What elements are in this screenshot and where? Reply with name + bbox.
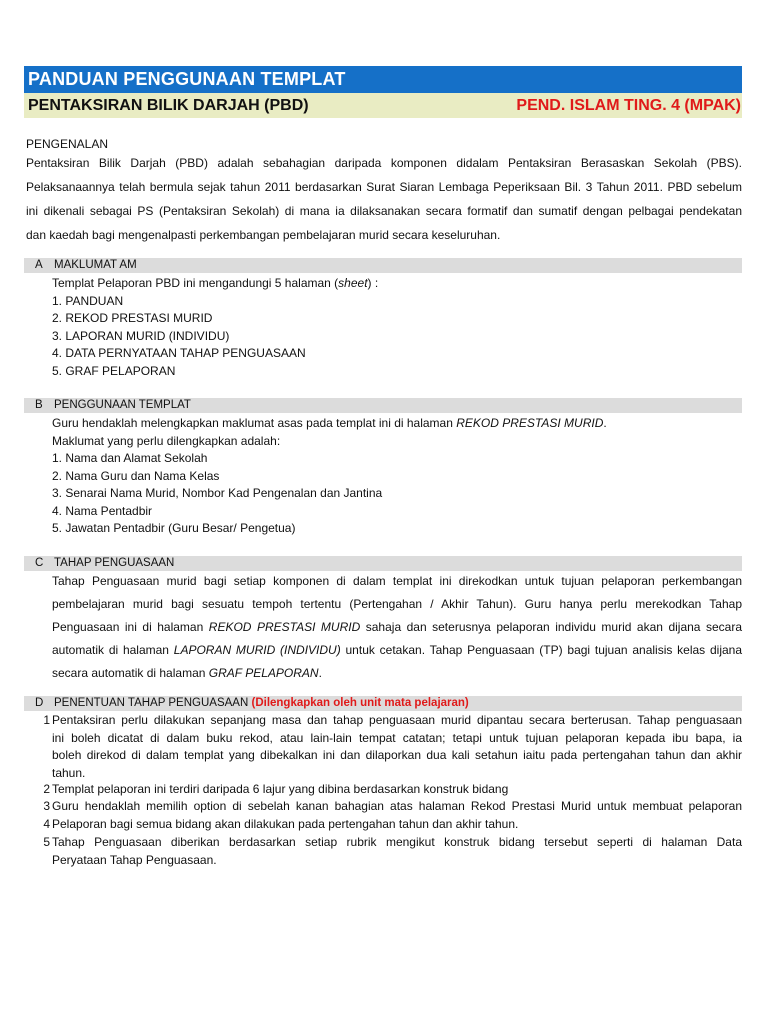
text-italic: sheet bbox=[338, 276, 368, 290]
section-d-title bbox=[54, 696, 469, 711]
text: Templat Pelaporan PBD ini mengandungi 5 halaman ( bbox=[52, 276, 339, 290]
item-line: boleh direkod di dalam templat yang dibekalkan ini dan dilaporkan dua kali setahun iaitu pada pertengahan tahun dan akhir bbox=[52, 748, 742, 762]
section-b-line bbox=[52, 415, 607, 433]
item-line: Guru hendaklah memilih option di sebelah kanan bahagian atas halaman Rekod Prestasi Murid untuk membuat pelaporan bbox=[52, 799, 742, 813]
section-b-body bbox=[52, 415, 607, 538]
list-item bbox=[52, 798, 742, 816]
section-c-line bbox=[52, 639, 742, 662]
list-item bbox=[52, 712, 742, 782]
item-number: 5 bbox=[43, 835, 50, 849]
section-c-line: Tahap Penguasaan murid bagi setiap komponen di dalam templat ini direkodkan untuk tujuan pelaporan perkembangan bbox=[52, 574, 742, 588]
section-d-note: (Dilengkapkan oleh unit mata pelajaran) bbox=[251, 697, 469, 709]
page-title: PANDUAN PENGGUNAAN TEMPLAT bbox=[24, 66, 742, 93]
text: automatik di halaman bbox=[52, 643, 174, 657]
item-line: Pentaksiran perlu dilakukan sepanjang masa dan tahap penguasaan murid dipantau secara berterusan. Tahap penguasaan bbox=[52, 713, 742, 727]
item-number: 3 bbox=[43, 799, 50, 813]
list-item: 5. Jawatan Pentadbir (Guru Besar/ Pengetua) bbox=[52, 521, 296, 535]
list-item: 2. REKOD PRESTASI MURID bbox=[52, 311, 213, 325]
list-item: 1. Nama dan Alamat Sekolah bbox=[52, 451, 208, 465]
item-line: Tahap Penguasaan diberikan berdasarkan setiap rubrik mengikut konstruk bidang tersebut seperti di halaman Data bbox=[52, 835, 742, 849]
text: Penguasaan ini di halaman bbox=[52, 620, 209, 634]
item-number: 1 bbox=[43, 713, 50, 727]
text-italic: LAPORAN MURID (INDIVIDU) bbox=[173, 643, 341, 657]
list-item: 2. Nama Guru dan Nama Kelas bbox=[52, 468, 220, 483]
text-italic: REKOD PRESTASI MURID bbox=[456, 416, 604, 430]
list-item: 5. GRAF PELAPORAN bbox=[52, 363, 176, 378]
text: Guru hendaklah melengkapkan maklumat asas pada templat ini di halaman bbox=[52, 416, 457, 430]
section-a-body bbox=[52, 275, 378, 380]
text-italic: GRAF PELAPORAN bbox=[208, 666, 319, 680]
text: untuk cetakan. Tahap Penguasaan (TP) bagi tujuan analisis kelas dijana bbox=[340, 643, 743, 657]
subtitle: PENTAKSIRAN BILIK DARJAH (PBD) bbox=[28, 97, 309, 114]
list-item: 1. PANDUAN bbox=[52, 293, 124, 308]
section-a-title: MAKLUMAT AM bbox=[54, 259, 137, 271]
item-line: tahun. bbox=[52, 765, 86, 780]
list-item: 3. LAPORAN MURID (INDIVIDU) bbox=[52, 328, 230, 343]
list-item bbox=[52, 816, 742, 834]
intro-paragraph bbox=[26, 151, 742, 247]
intro-line: ini dikenali sebagai PS (Pentaksiran Sekolah) di mana ia dilaksanakan secara formatif dan sumatif dengan pelbagai pendekatan bbox=[26, 204, 742, 218]
text: PENENTUAN TAHAP PENGUASAAN bbox=[54, 697, 249, 709]
list-item: 4. DATA PERNYATAAN TAHAP PENGUASAAN bbox=[52, 346, 306, 360]
list-item bbox=[52, 834, 742, 869]
intro-line: Pelaksanaannya telah bermula sejak tahun 2011 berdasarkan Surat Siaran Lembaga Peperiksaan Bil. 3 Tahun 2011. PBD sebelum bbox=[26, 180, 742, 194]
section-a-intro bbox=[52, 275, 378, 293]
section-a-letter: A bbox=[35, 259, 43, 271]
section-d-letter: D bbox=[35, 697, 44, 709]
item-line: Templat pelaporan ini terdiri daripada 6 lajur yang dibina berdasarkan konstruk bidang bbox=[52, 782, 509, 796]
item-line: ini boleh dicatat di dalam buku rekod, atau lain-lain tempat catatan; tetapi untuk tujuan pelaporan kepada ibu bapa, ia bbox=[52, 730, 742, 745]
item-number: 4 bbox=[43, 817, 50, 831]
section-c-letter: C bbox=[35, 557, 44, 569]
text-italic: REKOD PRESTASI MURID bbox=[208, 620, 361, 634]
list-item: 3. Senarai Nama Murid, Nombor Kad Pengenalan dan Jantina bbox=[52, 486, 383, 500]
section-c-title: TAHAP PENGUASAAN bbox=[54, 557, 175, 569]
intro-line: Pentaksiran Bilik Darjah (PBD) adalah sebahagian daripada komponen didalam Pentaksiran Berasaskan Sekolah (PBS). bbox=[26, 156, 742, 170]
intro-line: dan kaedah bagi mengenalpasti perkembangan pembelajaran murid secara keseluruhan. bbox=[26, 228, 501, 242]
section-b-letter: B bbox=[35, 399, 43, 411]
section-c-line bbox=[52, 616, 742, 639]
section-b-line: Maklumat yang perlu dilengkapkan adalah: bbox=[52, 433, 281, 448]
intro-heading: PENGENALAN bbox=[26, 137, 109, 151]
text: . bbox=[318, 666, 322, 680]
section-b-title: PENGGUNAAN TEMPLAT bbox=[54, 399, 191, 411]
text: ) : bbox=[367, 276, 379, 290]
text: sahaja dan seterusnya pelaporan individu murid akan dijana secara bbox=[360, 620, 742, 634]
section-c-line bbox=[52, 662, 742, 685]
section-c-paragraph bbox=[52, 570, 742, 685]
list-item: 4. Nama Pentadbir bbox=[52, 503, 153, 518]
text: . bbox=[603, 416, 607, 430]
subject-label: PEND. ISLAM TING. 4 (MPAK) bbox=[516, 97, 741, 114]
item-line: Peryataan Tahap Penguasaan. bbox=[52, 852, 217, 867]
item-number: 2 bbox=[43, 782, 50, 796]
text: secara automatik di halaman bbox=[52, 666, 209, 680]
item-line: Pelaporan bagi semua bidang akan dilakukan pada pertengahan tahun dan akhir tahun. bbox=[52, 817, 519, 831]
section-c-line: pembelajaran murid bagi sesuatu tempoh tertentu (Pertengahan / Akhir Tahun). Guru hanya perlu merekodkan Tahap bbox=[52, 597, 742, 611]
list-item bbox=[52, 781, 742, 799]
